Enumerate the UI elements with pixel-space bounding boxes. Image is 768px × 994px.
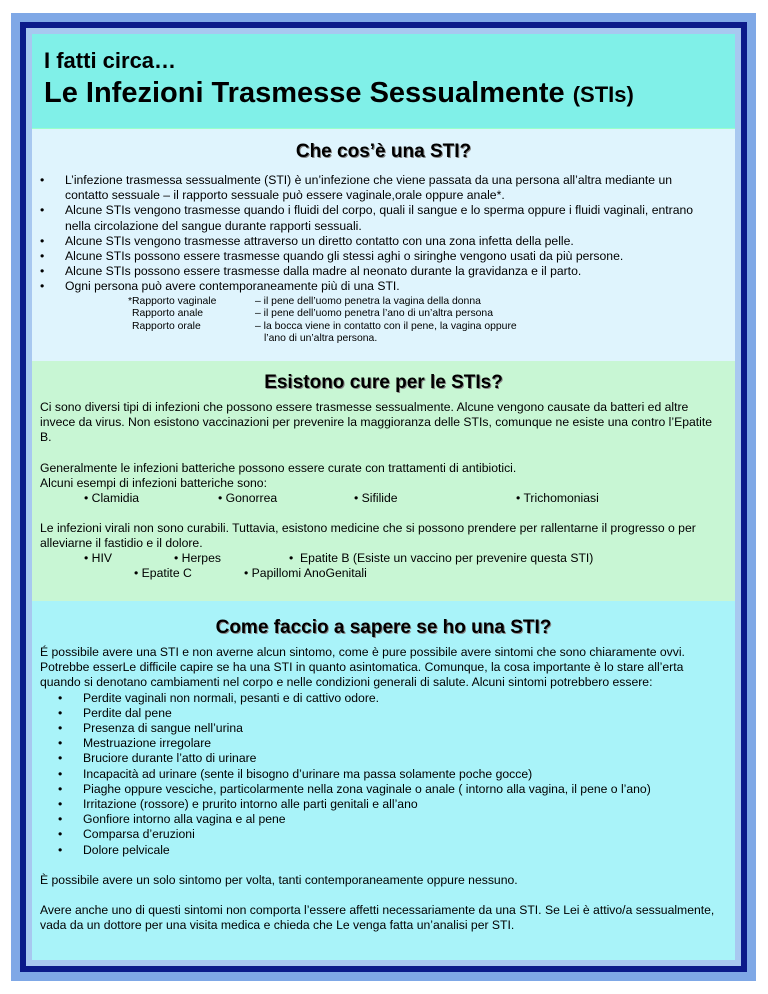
list-item: • Bruciore durante l’atto di urinare bbox=[58, 751, 721, 766]
list-item: • Presenza di sangue nell’urina bbox=[58, 721, 721, 736]
list-item: • Piaghe oppure vesciche, particolarmente nella zona vaginale o anale ( intorno alla vagina, il pene o l’ano) bbox=[58, 782, 721, 797]
how-section bbox=[32, 601, 735, 960]
list-item: • Alcune STIs possono essere trasmesse quando gli stessi aghi o siringhe vengono usati da più persone. bbox=[40, 249, 701, 264]
list-item: • Perdite dal pene bbox=[58, 706, 721, 721]
how-body bbox=[40, 645, 721, 933]
cure-paragraph: Le infezioni virali non sono curabili. Tuttavia, esistono medicine che si possono prendere per rallentarne il progresso o per alleviarne il fastidio e il dolore. bbox=[40, 521, 696, 551]
how-paragraph: È possibile avere un solo sintomo per volta, tanti contemporaneamente oppure nessuno. bbox=[40, 872, 518, 887]
title-section bbox=[32, 34, 735, 129]
list-item: • Gonfiore intorno alla vagina e al pene bbox=[58, 812, 721, 827]
viral-list-row1 bbox=[40, 551, 721, 566]
cure-paragraph: Generalmente le infezioni batteriche possono essere curate con trattamenti di antibiotici. bbox=[40, 460, 517, 475]
note-row: l’ano di un’altra persona. bbox=[264, 333, 378, 345]
list-item: • Herpes bbox=[174, 551, 221, 566]
list-item: • Epatite B (Esiste un vaccino per prevenire questa STI) bbox=[289, 551, 594, 566]
list-item: • Epatite C bbox=[134, 566, 192, 581]
content-area bbox=[32, 34, 735, 960]
list-item: • Perdite vaginali non normali, pesanti e di cattivo odore. bbox=[58, 691, 721, 706]
cure-heading: Esistono cure per le STIs? bbox=[264, 372, 503, 393]
list-item: • Comparsa d’eruzioni bbox=[58, 827, 721, 842]
title-abbr: (STIs) bbox=[572, 82, 634, 107]
list-item: • Ogni persona può avere contemporaneamente più di una STI. bbox=[40, 279, 701, 294]
list-item: • L’infezione trasmessa sessualmente (STI) è un’infezione che viene passata da una persona all’altra mediante un contatto sessuale – il rapporto sessuale può essere vaginale,orale oppure anale*. bbox=[40, 173, 701, 203]
list-item: • Alcune STIs vengono trasmesse quando i fluidi del corpo, quali il sangue e lo sperma oppure i fluidi vaginali, entrano nella circolazione del sangue durante rapporti sessuali. bbox=[40, 203, 701, 233]
how-paragraph: Avere anche uno di questi sintomi non comporta l’essere affetti necessariamente da una STI. Se Lei è attivo/a sessualmente, vada da un dottore per una visita medica e chieda che Le venga fatta un’analisi per STI. bbox=[40, 903, 715, 933]
cure-paragraph: Ci sono diversi tipi di infezioni che possono essere trasmesse sessualmente. Alcune vengono causate da batteri ed altre invece da virus. Non esistono vaccinazioni per prevenire la maggioranza delle STIs, comunque ne esiste una contro l’Epatite B. bbox=[40, 400, 713, 445]
list-item: • Alcune STIs vengono trasmesse attraverso un diretto contatto con una zona infetta della pelle. bbox=[40, 234, 701, 249]
viral-list-row2 bbox=[40, 566, 721, 581]
bacterial-list bbox=[40, 491, 721, 506]
how-intro: É possibile avere una STI e non averne alcun sintomo, come è pure possibile avere sintomi che sono chiaramente ovvi. Potrebbe esserLe difficile capire se ha una STI in quanto asintomatica. Comunque, la cosa importante è lo stare all’erta quando si denotano cambiamenti nel corpo e nelle condizioni generali di salute. Alcuni sintomi potrebbero essere: bbox=[40, 645, 685, 690]
cure-section bbox=[32, 361, 735, 601]
list-item: • HIV bbox=[84, 551, 112, 566]
what-list bbox=[40, 173, 701, 295]
list-item: • Trichomoniasi bbox=[516, 491, 599, 506]
frame-border bbox=[20, 22, 747, 972]
list-item: • Papillomi AnoGenitali bbox=[244, 566, 367, 581]
cure-paragraph: Alcuni esempi di infezioni batteriche sono: bbox=[40, 475, 267, 490]
cure-body bbox=[40, 400, 721, 581]
list-item: • Alcune STIs possono essere trasmesse dalla madre al neonato durante la gravidanza e il parto. bbox=[40, 264, 701, 279]
symptoms-list bbox=[58, 691, 721, 858]
page-frame bbox=[11, 13, 756, 981]
note-row: Rapporto anale – il pene dell’uomo penetra l’ano di un’altra persona bbox=[132, 308, 493, 320]
list-item: • Gonorrea bbox=[218, 491, 278, 506]
list-item: • Incapacità ad urinare (sente il bisogno d’urinare ma passa solamente poche gocce) bbox=[58, 767, 721, 782]
note-row: *Rapporto vaginale – il pene dell’uomo penetra la vagina della donna bbox=[128, 295, 481, 307]
list-item: • Sifilide bbox=[354, 491, 398, 506]
list-item: • Dolore pelvicale bbox=[58, 843, 721, 858]
pre-title: I fatti circa… bbox=[44, 48, 177, 73]
note-row: Rapporto orale – la bocca viene in contatto con il pene, la vagina oppure bbox=[132, 320, 517, 332]
definitions-note bbox=[128, 296, 735, 346]
title-text: Le Infezioni Trasmesse Sessualmente bbox=[44, 77, 565, 109]
what-section bbox=[32, 129, 735, 361]
list-item: • Irritazione (rossore) e prurito intorno alle parti genitali e all’ano bbox=[58, 797, 721, 812]
page-title bbox=[44, 77, 634, 110]
list-item: • Clamidia bbox=[84, 491, 140, 506]
what-heading: Che cos’è una STI? bbox=[295, 141, 472, 162]
frame-inner bbox=[26, 28, 741, 966]
list-item: • Mestruazione irregolare bbox=[58, 736, 721, 751]
how-heading: Come faccio a sapere se ho una STI? bbox=[215, 617, 552, 638]
